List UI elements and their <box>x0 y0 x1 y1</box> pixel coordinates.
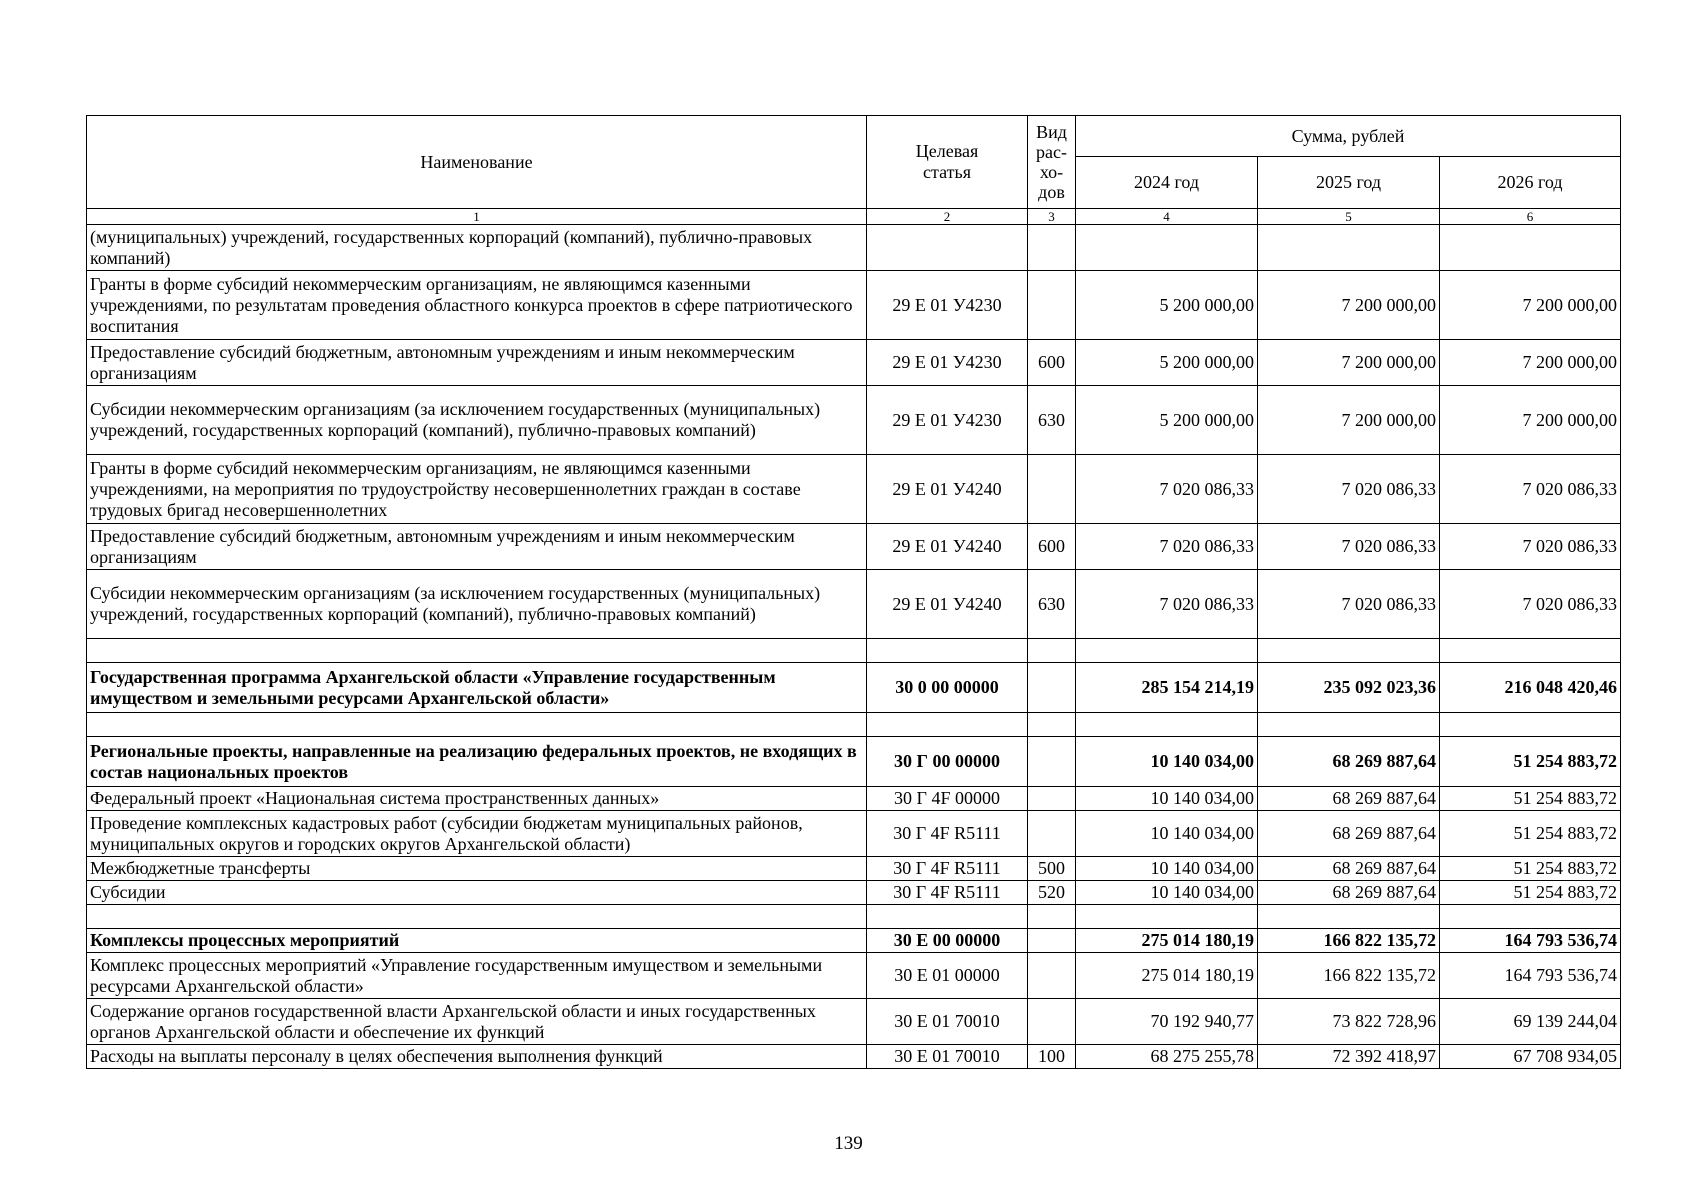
row-name: Предоставление субсидий бюджетным, автономным учреждениям и иным некоммерческим организациям <box>87 524 867 570</box>
row-2025 <box>1258 905 1440 929</box>
row-2026: 67 708 934,05 <box>1440 1045 1621 1069</box>
header-sum: Сумма, рублей <box>1076 116 1621 157</box>
row-kind: 100 <box>1028 1045 1076 1069</box>
row-2026: 7 200 000,00 <box>1440 386 1621 455</box>
row-2024 <box>1076 905 1258 929</box>
row-2024 <box>1076 639 1258 663</box>
row-kind <box>1028 905 1076 929</box>
table-row <box>87 455 1621 524</box>
row-name: Федеральный проект «Национальная система пространственных данных» <box>87 787 867 811</box>
table-row <box>87 881 1621 905</box>
table-row <box>87 953 1621 999</box>
table-row <box>87 999 1621 1045</box>
row-code <box>867 905 1028 929</box>
row-2025 <box>1258 225 1440 271</box>
row-2025: 72 392 418,97 <box>1258 1045 1440 1069</box>
column-index: 6 <box>1440 209 1621 225</box>
row-2024: 68 275 255,78 <box>1076 1045 1258 1069</box>
row-code: 30 Е 01 70010 <box>867 1045 1028 1069</box>
row-kind <box>1028 737 1076 787</box>
header-year-2024: 2024 год <box>1076 157 1258 209</box>
column-index: 4 <box>1076 209 1258 225</box>
column-index: 5 <box>1258 209 1440 225</box>
row-2026: 164 793 536,74 <box>1440 953 1621 999</box>
row-2024: 5 200 000,00 <box>1076 340 1258 386</box>
row-name: Субсидии некоммерческим организациям (за исключением государственных (муниципальных) учреждений, государственных корпораций (компаний), публично-правовых компаний) <box>87 386 867 455</box>
row-2026: 216 048 420,46 <box>1440 663 1621 713</box>
row-code: 30 Г 4F R5111 <box>867 857 1028 881</box>
row-2024: 10 140 034,00 <box>1076 857 1258 881</box>
table-row <box>87 1045 1621 1069</box>
row-code: 29 Е 01 У4230 <box>867 386 1028 455</box>
row-code: 29 Е 01 У4240 <box>867 524 1028 570</box>
column-index: 3 <box>1028 209 1076 225</box>
row-kind <box>1028 663 1076 713</box>
row-name: Проведение комплексных кадастровых работ (субсидии бюджетам муниципальных районов, муниципальных округов и городских округов Архангельской области) <box>87 811 867 857</box>
row-kind <box>1028 713 1076 737</box>
row-2024: 5 200 000,00 <box>1076 271 1258 340</box>
row-2024: 7 020 086,33 <box>1076 455 1258 524</box>
row-2025: 68 269 887,64 <box>1258 811 1440 857</box>
table-row <box>87 524 1621 570</box>
row-kind <box>1028 271 1076 340</box>
row-2026: 164 793 536,74 <box>1440 929 1621 953</box>
row-2024: 10 140 034,00 <box>1076 881 1258 905</box>
row-2025 <box>1258 713 1440 737</box>
row-2024: 285 154 214,19 <box>1076 663 1258 713</box>
row-kind: 630 <box>1028 386 1076 455</box>
row-kind <box>1028 929 1076 953</box>
row-code: 29 Е 01 У4240 <box>867 570 1028 639</box>
header-kind-line: хо- <box>1039 162 1064 182</box>
table-row <box>87 787 1621 811</box>
row-2026: 51 254 883,72 <box>1440 857 1621 881</box>
row-kind <box>1028 787 1076 811</box>
spacer-row <box>87 639 1621 663</box>
row-2024: 70 192 940,77 <box>1076 999 1258 1045</box>
row-code <box>867 225 1028 271</box>
row-kind <box>1028 639 1076 663</box>
row-code: 30 Г 00 00000 <box>867 737 1028 787</box>
header-kind-line: дов <box>1038 182 1065 202</box>
row-code: 30 0 00 00000 <box>867 663 1028 713</box>
row-2026 <box>1440 905 1621 929</box>
row-name: Гранты в форме субсидий некоммерческим организациям, не являющимся казенными учреждениями, на мероприятия по трудоустройству несовершеннолетних граждан в составе трудовых бригад несовершеннолетних <box>87 455 867 524</box>
row-2025 <box>1258 639 1440 663</box>
row-2025: 68 269 887,64 <box>1258 737 1440 787</box>
header-kind-line: рас- <box>1036 142 1067 162</box>
row-name: Комплекс процессных мероприятий «Управление государственным имуществом и земельными ресурсами Архангельской области» <box>87 953 867 999</box>
row-2025: 7 200 000,00 <box>1258 340 1440 386</box>
row-code: 29 Е 01 У4230 <box>867 340 1028 386</box>
row-name: (муниципальных) учреждений, государственных корпораций (компаний), публично-правовых компаний) <box>87 225 867 271</box>
row-2026: 51 254 883,72 <box>1440 787 1621 811</box>
row-name: Государственная программа Архангельской области «Управление государственным имуществом и земельными ресурсами Архангельской области» <box>87 663 867 713</box>
header-name: Наименование <box>87 116 867 209</box>
row-2024: 10 140 034,00 <box>1076 811 1258 857</box>
row-name <box>87 905 867 929</box>
row-2026: 7 020 086,33 <box>1440 455 1621 524</box>
header-kind-line: Вид <box>1036 122 1067 142</box>
row-code: 30 Г 4F R5111 <box>867 811 1028 857</box>
row-kind <box>1028 999 1076 1045</box>
row-2024: 7 020 086,33 <box>1076 524 1258 570</box>
table-row <box>87 811 1621 857</box>
row-name <box>87 713 867 737</box>
row-2024: 10 140 034,00 <box>1076 737 1258 787</box>
row-2026: 7 200 000,00 <box>1440 340 1621 386</box>
row-2026 <box>1440 639 1621 663</box>
table-row <box>87 570 1621 639</box>
row-2025: 7 200 000,00 <box>1258 271 1440 340</box>
row-2025: 68 269 887,64 <box>1258 881 1440 905</box>
row-name: Комплексы процессных мероприятий <box>87 929 867 953</box>
row-name: Содержание органов государственной власти Архангельской области и иных государственных органов Архангельской области и обеспечение их функций <box>87 999 867 1045</box>
row-2026: 7 020 086,33 <box>1440 570 1621 639</box>
row-2024: 275 014 180,19 <box>1076 929 1258 953</box>
row-kind: 600 <box>1028 340 1076 386</box>
row-2026: 51 254 883,72 <box>1440 737 1621 787</box>
row-2025: 7 020 086,33 <box>1258 455 1440 524</box>
row-code: 29 Е 01 У4230 <box>867 271 1028 340</box>
table-row <box>87 857 1621 881</box>
row-kind <box>1028 455 1076 524</box>
row-kind <box>1028 225 1076 271</box>
table-row <box>87 386 1621 455</box>
row-kind: 500 <box>1028 857 1076 881</box>
header-year-2025: 2025 год <box>1258 157 1440 209</box>
row-2025: 166 822 135,72 <box>1258 929 1440 953</box>
column-index: 2 <box>867 209 1028 225</box>
row-name: Предоставление субсидий бюджетным, автономным учреждениям и иным некоммерческим организациям <box>87 340 867 386</box>
row-2024: 275 014 180,19 <box>1076 953 1258 999</box>
page-number: 139 <box>834 1133 863 1154</box>
row-kind: 600 <box>1028 524 1076 570</box>
row-code <box>867 639 1028 663</box>
row-code: 30 Г 4F 00000 <box>867 787 1028 811</box>
row-2024: 5 200 000,00 <box>1076 386 1258 455</box>
row-2026: 7 200 000,00 <box>1440 271 1621 340</box>
table-row <box>87 929 1621 953</box>
row-2025: 7 200 000,00 <box>1258 386 1440 455</box>
row-2024 <box>1076 225 1258 271</box>
row-kind <box>1028 953 1076 999</box>
row-2026: 69 139 244,04 <box>1440 999 1621 1045</box>
row-2026 <box>1440 713 1621 737</box>
header-kind <box>1028 116 1076 209</box>
row-2026 <box>1440 225 1621 271</box>
row-2025: 73 822 728,96 <box>1258 999 1440 1045</box>
row-name: Межбюджетные трансферты <box>87 857 867 881</box>
header-code-text: Целевая статья <box>915 141 979 182</box>
row-name: Расходы на выплаты персоналу в целях обеспечения выполнения функций <box>87 1045 867 1069</box>
row-2025: 166 822 135,72 <box>1258 953 1440 999</box>
row-code: 30 Е 01 00000 <box>867 953 1028 999</box>
row-code: 30 Е 00 00000 <box>867 929 1028 953</box>
header-year-2026: 2026 год <box>1440 157 1621 209</box>
row-kind <box>1028 811 1076 857</box>
row-2026: 51 254 883,72 <box>1440 881 1621 905</box>
table-row <box>87 271 1621 340</box>
row-code: 30 Г 4F R5111 <box>867 881 1028 905</box>
table-row <box>87 663 1621 713</box>
row-2024: 10 140 034,00 <box>1076 787 1258 811</box>
spacer-row <box>87 713 1621 737</box>
row-name: Региональные проекты, направленные на реализацию федеральных проектов, не входящих в состав национальных проектов <box>87 737 867 787</box>
row-2024: 7 020 086,33 <box>1076 570 1258 639</box>
budget-table <box>86 115 1621 1069</box>
row-2026: 51 254 883,72 <box>1440 811 1621 857</box>
row-2025: 68 269 887,64 <box>1258 857 1440 881</box>
row-code: 30 Е 01 70010 <box>867 999 1028 1045</box>
row-name: Субсидии некоммерческим организациям (за исключением государственных (муниципальных) учреждений, государственных корпораций (компаний), публично-правовых компаний) <box>87 570 867 639</box>
row-code <box>867 713 1028 737</box>
row-name: Субсидии <box>87 881 867 905</box>
row-2026: 7 020 086,33 <box>1440 524 1621 570</box>
table-row <box>87 737 1621 787</box>
spacer-row <box>87 905 1621 929</box>
table-body <box>87 225 1621 1069</box>
column-index: 1 <box>87 209 867 225</box>
row-name <box>87 639 867 663</box>
row-2025: 68 269 887,64 <box>1258 787 1440 811</box>
table-row <box>87 340 1621 386</box>
table-row <box>87 225 1621 271</box>
row-2025: 7 020 086,33 <box>1258 570 1440 639</box>
row-name: Гранты в форме субсидий некоммерческим организациям, не являющимся казенными учреждениями, по результатам проведения областного конкурса проектов в сфере патриотического воспитания <box>87 271 867 340</box>
row-2024 <box>1076 713 1258 737</box>
header-code <box>867 116 1028 209</box>
row-2025: 7 020 086,33 <box>1258 524 1440 570</box>
row-code: 29 Е 01 У4240 <box>867 455 1028 524</box>
row-kind: 520 <box>1028 881 1076 905</box>
row-kind: 630 <box>1028 570 1076 639</box>
row-2025: 235 092 023,36 <box>1258 663 1440 713</box>
